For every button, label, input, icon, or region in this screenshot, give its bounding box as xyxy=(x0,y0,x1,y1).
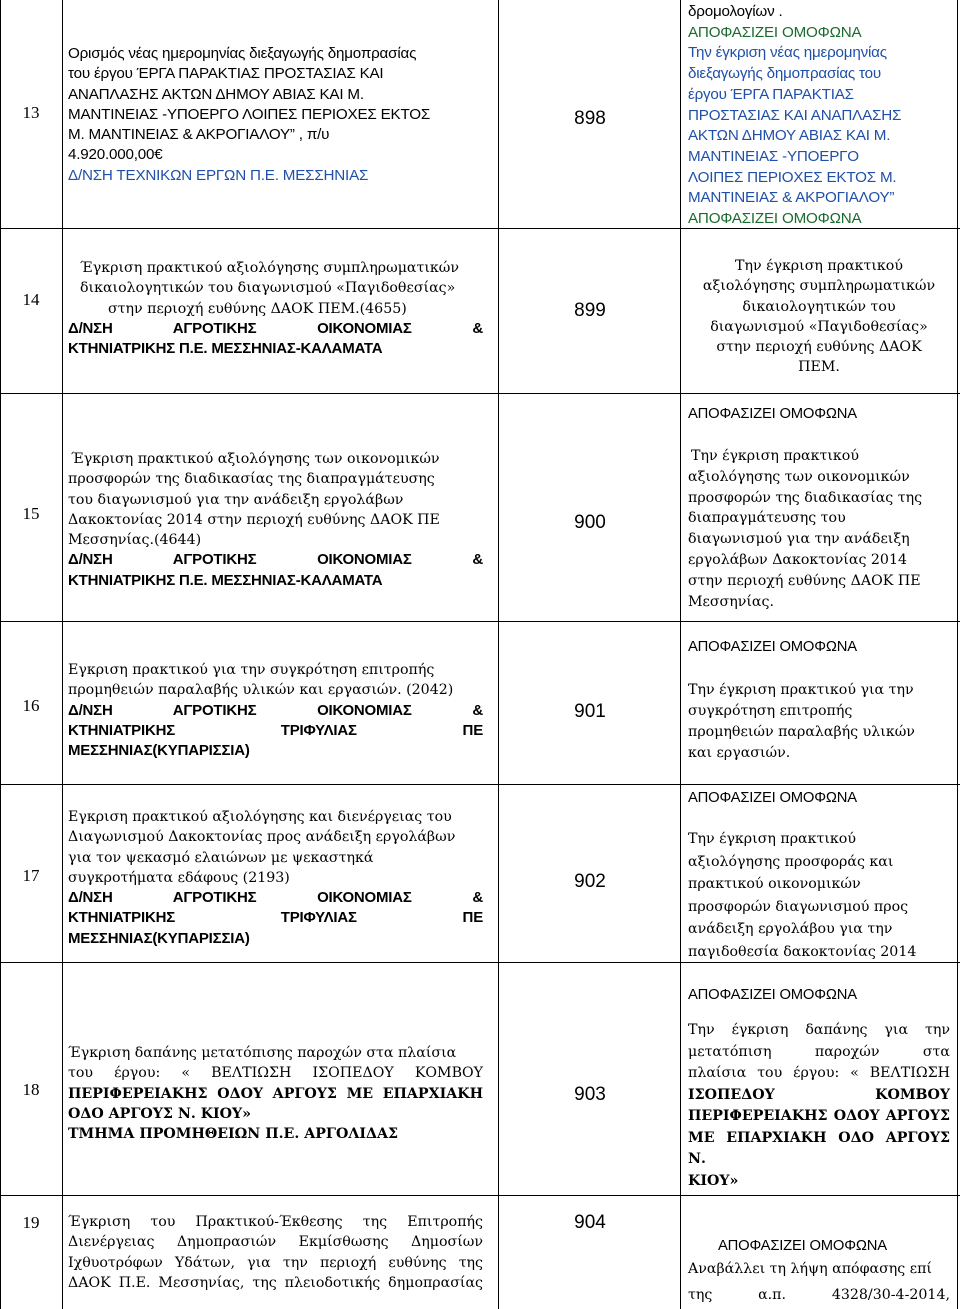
row-description: Ορισμός νέας ημερομηνίας διεξαγωγής δημοπρασίας του έργου ΈΡΓΑ ΠΑΡΑΚΤΙΑΣ ΠΡΟΣΤΑΣΙΑΣ ΚΑΙ ΑΝΑΠΛΑΣΗΣ ΑΚΤΩΝ ΔΗΜΟΥ ΑΒΙΑΣ ΚΑΙ Μ. ΜΑΝΤΙΝΕΙΑΣ -ΥΠΟΕΡΓΟ ΛΟΙΠΕΣ ΠΕΡΙΟΧΕΣ ΕΚΤΟΣ Μ. ΜΑΝΤΙΝΕΙΑΣ & ΑΚΡΟΓΙΑΛΟΥ” , π/υ 4.920.000,00€ Δ/ΝΣΗ ΤΕΧΝΙΚΩΝ ΕΡΓΩΝ Π.Ε. ΜΕΣΣΗΝΙΑΣ xyxy=(68,44,483,186)
decision-text-body: Την έγκριση πρακτικού για την συγκρότηση επιτροπής προμηθειών παραλαβής υλικών και εργασιών. xyxy=(688,682,915,761)
table-border-right xyxy=(957,0,958,1309)
row-description: Εγκριση πρακτικού για την συγκρότηση επιτροπής προμηθειών παραλαβής υλικών και εργασιών. (2042) Δ/ΝΣΗ ΑΓΡΟΤΙΚΗΣ ΟΙΚΟΝΟΜΙΑΣ & ΚΤΗΝΙΑΤΡΙΚΗΣ ΤΡΙΦΥΛΙΑΣ ΠΕ ΜΕΣΣΗΝΙΑΣ(ΚΥΠΑΡΙΣΣΙΑ) xyxy=(68,662,483,760)
row-number: 17 xyxy=(22,866,40,885)
decision-number: 903 xyxy=(574,1084,606,1105)
row-divider xyxy=(0,1195,960,1196)
department: Δ/ΝΣΗ ΑΓΡΟΤΙΚΗΣ ΟΙΚΟΝΟΜΙΑΣ & xyxy=(68,889,483,907)
column-divider xyxy=(498,0,499,1309)
decision-number: 898 xyxy=(574,108,606,129)
row-description: Εγκριση πρακτικού αξιολόγησης και διενέργειας του Διαγωνισμού Δακοκτονίας προς ανάδειξη εργολάβων για τον ψεκασμό ελαιώνων με ψεκαστηκά συγκροτήματα εδάφους (2193) Δ/ΝΣΗ ΑΓΡΟΤΙΚΗΣ ΟΙΚΟΝΟΜΙΑΣ & ΚΤΗΝΙΑΤΡΙΚΗΣ ΤΡΙΦΥΛΙΑΣ ΠΕ ΜΕΣΣΗΝΙΑΣ(ΚΥΠΑΡΙΣΣΙΑ) xyxy=(68,809,483,947)
row-number: 16 xyxy=(22,696,40,715)
row-divider xyxy=(0,784,960,785)
department: Δ/ΝΣΗ ΤΕΧΝΙΚΩΝ ΕΡΓΩΝ Π.Ε. ΜΕΣΣΗΝΙΑΣ xyxy=(68,166,369,184)
department: Δ/ΝΣΗ ΑΓΡΟΤΙΚΗΣ ΟΙΚΟΝΟΜΙΑΣ & xyxy=(68,319,483,337)
column-divider xyxy=(680,0,681,1309)
row-description: Έγκριση του Πρακτικού-Έκθεσης της Επιτροπής Διενέργειας Δημοπρασιών Εκμίσθωσης Δημοσίων Ιχθυοτρόφων Υδάτων, για την περιοχή ευθύνης της ΔΑΟΚ Π.Ε. Μεσσηνίας, της πλειοδοτικής δημοπρασίας xyxy=(68,1214,483,1291)
decision-text: ΑΠΟΦΑΣΙΖΕΙ ΟΜΟΦΩΝΑ xyxy=(688,406,857,422)
decision-number: 902 xyxy=(574,871,606,892)
decision-number: 901 xyxy=(574,701,606,722)
row-number: 13 xyxy=(22,103,40,122)
decision-text: ΑΠΟΦΑΣΙΖΕΙ ΟΜΟΦΩΝΑ xyxy=(688,987,857,1003)
decision-text: Την έγκριση πρακτικού αξιολόγησης συμπληρωματικών δικαιολογητικών του διαγωνισμού «Παγιδοθεσίας» στην περιοχή ευθύνης ΔΑΟΚ ΠΕΜ. xyxy=(702,258,936,376)
decision-text-body: Την έγκριση πρακτικού αξιολόγησης των οικονομικών προσφορών της διαδικασίας της διαπραγμάτευσης του διαγωνισμού για την ανάδειξη εργολάβων Δακοκτονίας 2014 στην περιοχή ευθύνης ΔΑΟΚ ΠΕ Μεσσηνίας. xyxy=(688,448,923,610)
row-number: 14 xyxy=(22,290,40,309)
row-description: Έγκριση δαπάνης μετατόπισης παροχών στα πλαίσια του έργου: « ΒΕΛΤΙΩΣΗ ΙΣΟΠΕΔΟΥ ΚΟΜΒΟΥ ΠΕΡΙΦΕΡΕΙΑΚΗΣ ΟΔΟΥ ΑΡΓΟΥΣ ΜΕ ΕΠΑΡΧΙΑΚΗ ΟΔΟ ΑΡΓΟΥΣ Ν. ΚΙΟΥ» ΤΜΗΜΑ ΠΡΟΜΗΘΕΙΩΝ Π.Ε. ΑΡΓΟΛΙΔΑΣ xyxy=(68,1043,483,1144)
row-number: 18 xyxy=(22,1080,40,1099)
decision-text: ΑΠΟΦΑΣΙΖΕΙ ΟΜΟΦΩΝΑ xyxy=(688,639,857,655)
row-divider xyxy=(0,621,960,622)
decision-text: ΑΠΟΦΑΣΙΖΕΙ ΟΜΟΦΩΝΑ xyxy=(718,1238,887,1254)
decision-number: 899 xyxy=(574,300,606,321)
decision-text-body: Αναβάλλει τη λήψη απόφασης επί της α.π. 4328/30-4-2014, xyxy=(688,1261,950,1303)
decision-number: 900 xyxy=(574,512,606,533)
column-divider xyxy=(62,0,63,1309)
row-number: 15 xyxy=(22,504,40,523)
table-border-left xyxy=(0,0,1,1309)
decision-text: δρομολογίων . ΑΠΟΦΑΣΙΖΕΙ ΟΜΟΦΩΝΑ Την έγκριση νέας ημερομηνίας διεξαγωγής δημοπρασίας του έργου ΈΡΓΑ ΠΑΡΑΚΤΙΑΣ ΠΡΟΣΤΑΣΙΑΣ ΚΑΙ ΑΝΑΠΛΑΣΗΣ ΑΚΤΩΝ ΔΗΜΟΥ ΑΒΙΑΣ ΚΑΙ Μ. ΜΑΝΤΙΝΕΙΑΣ -ΥΠΟΕΡΓΟ ΛΟΙΠΕΣ ΠΕΡΙΟΧΕΣ ΕΚΤΟΣ Μ. ΜΑΝΤΙΝΕΙΑΣ & ΑΚΡΟΓΙΑΛΟΥ” ΑΠΟΦΑΣΙΖΕΙ ΟΜΟΦΩΝΑ xyxy=(688,3,902,228)
department: Δ/ΝΣΗ ΑΓΡΟΤΙΚΗΣ ΟΙΚΟΝΟΜΙΑΣ & xyxy=(68,551,483,569)
decision-text-body: Την έγκριση δαπάνης για την μετατόπιση παροχών στα πλαίσια του έργου: « ΒΕΛΤΙΩΣΗ ΙΣΟΠΕΔΟΥ ΚΟΜΒΟΥ ΠΕΡΙΦΕΡΕΙΑΚΗΣ ΟΔΟΥ ΑΡΓΟΥΣ ΜΕ ΕΠΑΡΧΙΑΚΗ ΟΔΟ ΑΡΓΟΥΣ Ν. ΚΙΟΥ» xyxy=(688,1022,950,1189)
department: Δ/ΝΣΗ ΑΓΡΟΤΙΚΗΣ ΟΙΚΟΝΟΜΙΑΣ & xyxy=(68,701,483,719)
row-description: Έγκριση πρακτικού αξιολόγησης των οικονομικών προσφορών της διαδικασίας της διαπραγμάτευσης του διαγωνισμού για την ανάδειξη εργολάβων Δακοκτονίας 2014 στην περιοχή ευθύνης ΔΑΟΚ ΠΕ Μεσσηνίας.(4644) Δ/ΝΣΗ ΑΓΡΟΤΙΚΗΣ ΟΙΚΟΝΟΜΙΑΣ & ΚΤΗΝΙΑΤΡΙΚΗΣ Π.Ε. ΜΕΣΣΗΝΙΑΣ-ΚΑΛΑΜΑΤΑ xyxy=(68,451,483,589)
department: ΤΜΗΜΑ ΠΡΟΜΗΘΕΙΩΝ Π.Ε. ΑΡΓΟΛΙΔΑΣ xyxy=(68,1126,399,1143)
row-number: 19 xyxy=(22,1213,40,1232)
decision-text-body: Την έγκριση πρακτικού αξιολόγησης προσφοράς και πρακτικού οικονομικών προσφορών διαγωνισμού προς ανάδειξη εργολάβου για την παγιδοθεσία δακοκτονίας 2014 xyxy=(688,831,917,960)
decision-number: 904 xyxy=(574,1212,606,1233)
row-description: Έγκριση πρακτικού αξιολόγησης συμπληρωματικών δικαιολογητικών του διαγωνισμού «Παγιδοθεσίας» στην περιοχή ευθύνης ΔΑΟΚ ΠΕΜ.(4655) Δ/ΝΣΗ ΑΓΡΟΤΙΚΗΣ ΟΙΚΟΝΟΜΙΑΣ & ΚΤΗΝΙΑΤΡΙΚΗΣ Π.Ε. ΜΕΣΣΗΝΙΑΣ-ΚΑΛΑΜΑΤΑ xyxy=(68,260,483,358)
row-divider xyxy=(0,393,960,394)
decision-text: ΑΠΟΦΑΣΙΖΕΙ ΟΜΟΦΩΝΑ xyxy=(688,790,857,806)
